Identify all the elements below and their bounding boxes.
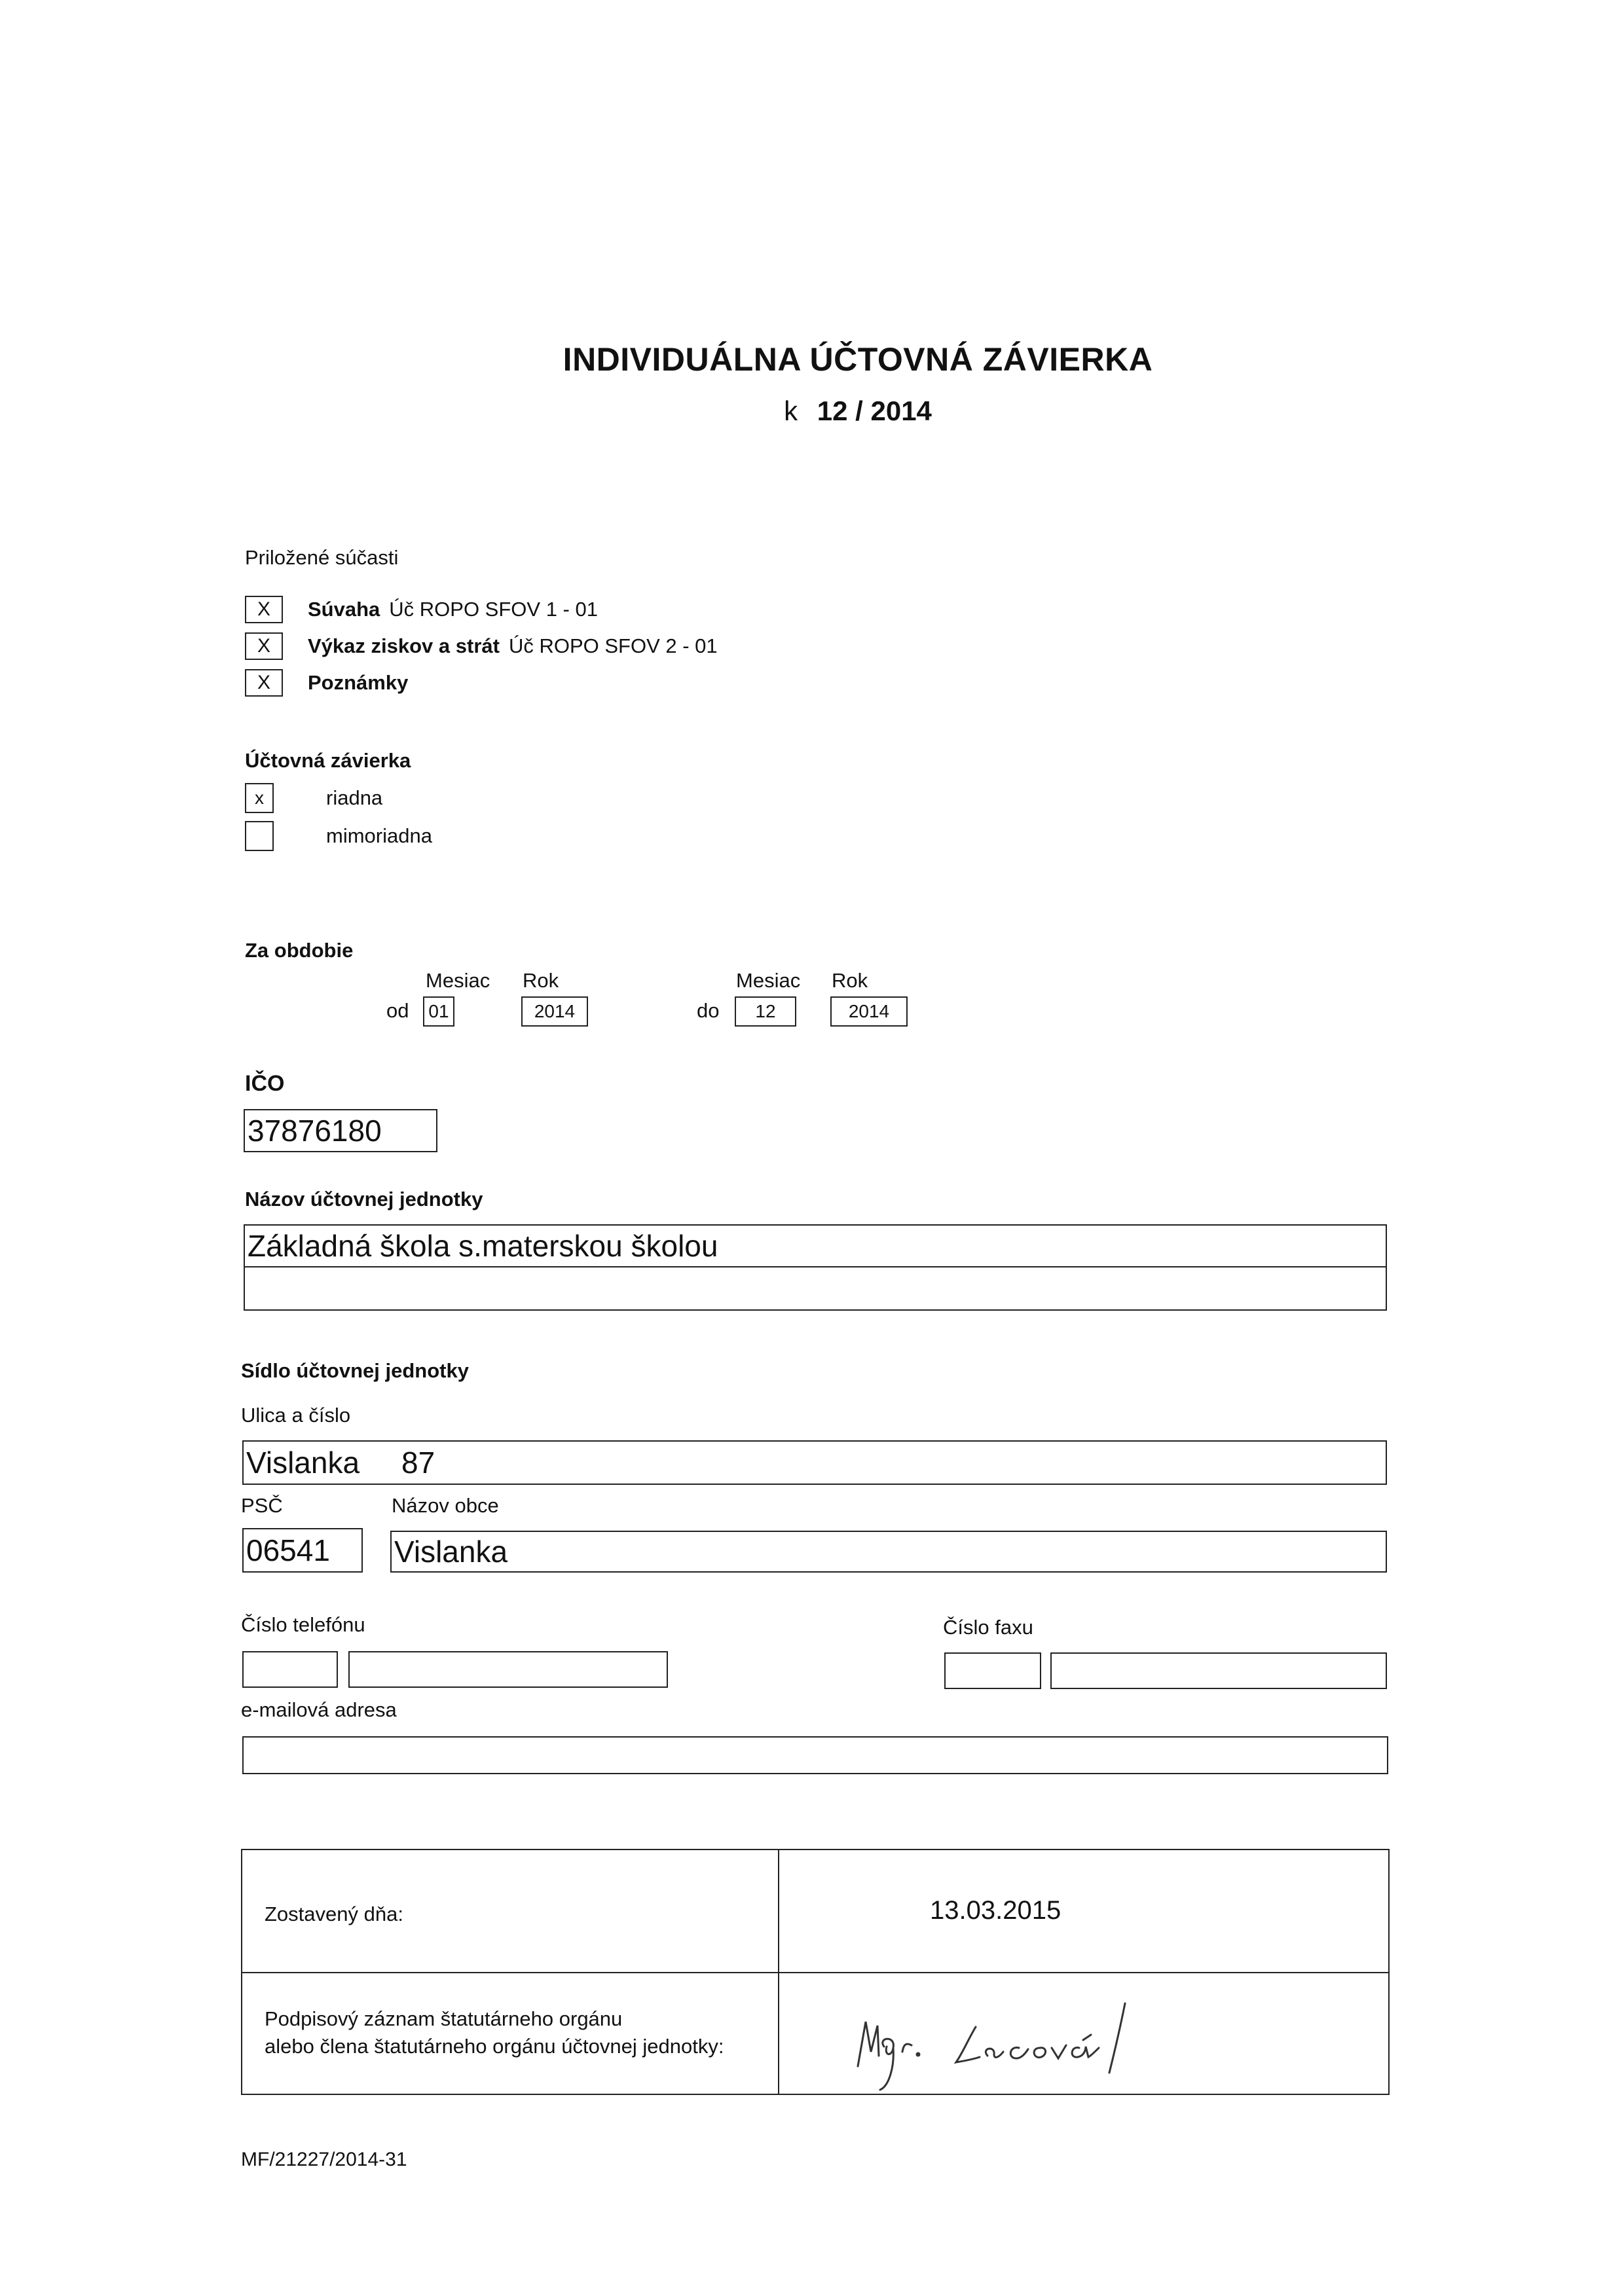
ico-field[interactable]: 37876180: [244, 1109, 437, 1152]
attachment-code: Úč ROPO SFOV 2 - 01: [508, 634, 718, 657]
phone-label: Číslo telefónu: [241, 1613, 365, 1636]
document-title: INDIVIDUÁLNA ÚČTOVNÁ ZÁVIERKA: [563, 341, 1153, 378]
extraordinary-checkbox[interactable]: [245, 821, 274, 851]
street-label: Ulica a číslo: [241, 1404, 351, 1427]
email-field[interactable]: [242, 1736, 1388, 1774]
prepared-date: 13.03.2015: [930, 1896, 1061, 1925]
document-subtitle: [0, 395, 1624, 427]
fax-number-field[interactable]: [1050, 1652, 1387, 1689]
email-label: e-mailová adresa: [241, 1698, 397, 1721]
to-year-label: Rok: [832, 969, 868, 992]
handwritten-signature: [832, 1975, 1172, 2092]
statement-type-regular: [245, 783, 382, 813]
signature-label-line1: Podpisový záznam štatutárneho orgánu: [265, 2007, 623, 2030]
street-number: 87: [401, 1446, 435, 1480]
attachment-row-balance: [245, 596, 598, 623]
signature-label-line2: alebo člena štatutárneho orgánu účtovnej jednotky:: [265, 2035, 724, 2058]
attachment-row-notes: [245, 669, 417, 697]
psc-field[interactable]: 06541: [242, 1528, 363, 1573]
phone-number-field[interactable]: [348, 1651, 668, 1688]
period-heading: Za obdobie: [245, 939, 354, 962]
subtitle-prefix: k: [784, 395, 798, 426]
city-label: Názov obce: [392, 1494, 499, 1517]
psc-label: PSČ: [241, 1494, 283, 1517]
attachment-code: Úč ROPO SFOV 1 - 01: [389, 598, 598, 621]
from-year-field[interactable]: 2014: [521, 996, 588, 1027]
ico-label: IČO: [245, 1071, 285, 1096]
attachment-checkbox[interactable]: X: [245, 669, 283, 697]
prepared-label: Zostavený dňa:: [265, 1903, 403, 1925]
from-label: od: [386, 999, 409, 1022]
attachments-heading: Priložené súčasti: [245, 546, 399, 569]
address-heading: Sídlo účtovnej jednotky: [241, 1359, 469, 1382]
signature-table: [241, 1849, 1390, 2095]
from-year-label: Rok: [523, 969, 559, 992]
entity-name-line2[interactable]: [244, 1267, 1387, 1311]
street-field[interactable]: [242, 1440, 1387, 1485]
statement-type-extraordinary: [245, 821, 432, 851]
from-month-label: Mesiac: [426, 969, 490, 992]
fax-prefix-field[interactable]: [944, 1652, 1041, 1689]
attachment-checkbox[interactable]: X: [245, 632, 283, 660]
attachment-checkbox[interactable]: X: [245, 596, 283, 623]
to-month-label: Mesiac: [736, 969, 801, 992]
to-year-field[interactable]: 2014: [830, 996, 908, 1027]
to-month-field[interactable]: 12: [735, 996, 796, 1027]
regular-label: riadna: [326, 786, 383, 809]
extraordinary-label: mimoriadna: [326, 824, 432, 847]
city-field[interactable]: Vislanka: [390, 1531, 1387, 1573]
entity-name-line1[interactable]: Základná škola s.materskou školou: [244, 1224, 1387, 1267]
phone-prefix-field[interactable]: [242, 1651, 338, 1688]
street-value: Vislanka: [246, 1446, 360, 1480]
table-horizontal-divider: [242, 1972, 1388, 1973]
statement-type-heading: Účtovná závierka: [245, 749, 411, 772]
attachment-name: Súvaha: [308, 598, 380, 621]
attachment-row-profit-loss: [245, 632, 718, 660]
entity-name-label: Názov účtovnej jednotky: [245, 1188, 483, 1211]
from-month-field[interactable]: 01: [423, 996, 454, 1027]
subtitle-period: 12 / 2014: [817, 395, 932, 426]
regular-checkbox[interactable]: x: [245, 783, 274, 813]
form-code: MF/21227/2014-31: [241, 2149, 407, 2170]
to-label: do: [697, 999, 720, 1022]
fax-label: Číslo faxu: [943, 1616, 1033, 1639]
attachment-name: Výkaz ziskov a strát: [308, 634, 500, 657]
attachment-name: Poznámky: [308, 671, 409, 694]
